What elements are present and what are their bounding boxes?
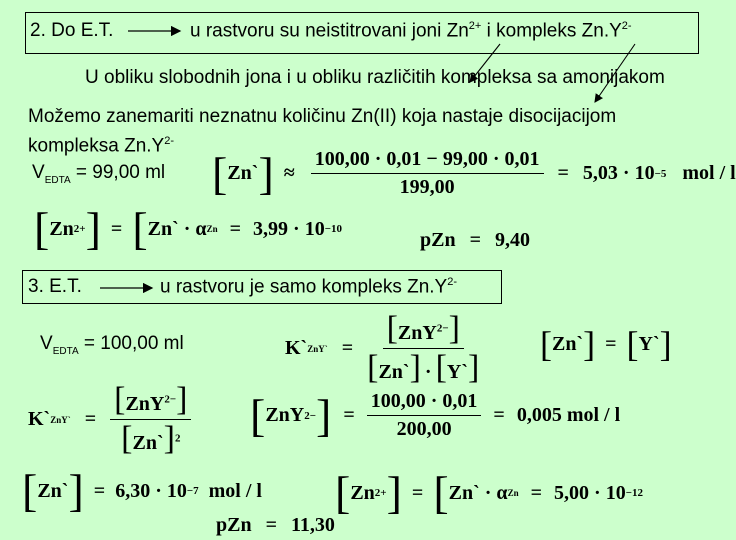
- zn-equals-y-equation: [ Zn` ] = [ Y` ]: [540, 324, 672, 364]
- section2-statement: u rastvoru su neistitrovani joni $Zn^{2+}$ i kompleks $Zn.Y^{2-}$: [190, 20, 632, 42]
- k-prime-definition: K` ZnY` = $\frac{[ZnY^{2-}]}{[Zn`] \cdot [Y`]}$: [285, 310, 480, 386]
- vedta-99: $V_{EDTA} = 99,00$ ml: [32, 162, 166, 186]
- k-prime-squared-form: K` ZnY` = $\frac{[ZnY^{2-}]}{[Zn`]^2}$: [28, 383, 191, 456]
- note-dissociation: Možemo zanemariti neznatnu količinu Zn(II) koja nastaje disocijacijom kompleksa $Zn.Y^{2-}$: [28, 106, 617, 157]
- section2-heading: 2. Do E.T.: [30, 20, 114, 41]
- zn2plus-equation: [ Zn 2+ ] = [ Zn` · α Zn = 3,99 · 10 −10: [34, 203, 342, 254]
- complex-concentration-equation: [ ZnY 2− ] = $\frac{100,00 \cdot 0,01}{200,00}$ = 0,005 mol / l: [250, 389, 621, 441]
- section3-statement: u rastvoru je samo kompleks $Zn.Y^{2-}$: [160, 276, 457, 298]
- arrow-zny-to-note: [595, 44, 635, 102]
- vedta-100: $V_{EDTA} = 100,00$ ml: [40, 333, 184, 357]
- arrow-zn-to-note: [470, 44, 500, 82]
- section3-heading: 3. E.T.: [28, 276, 82, 297]
- note-free-ions: U obliku slobodnih jona i u obliku različitih kompleksa sa amonijakom: [85, 67, 665, 88]
- zn-prime-estimate-equation: [ Zn` ] ≈ $\frac{100,00 \cdot 0,01 - 99,00 \cdot 0,01}{199,00}$ = 5,03 · 10 −5 mol / l: [212, 147, 736, 199]
- zn2plus-result: [ Zn 2+ ] = [ Zn` · α Zn = 5,00 · 10 −12: [335, 467, 643, 518]
- zn-prime-result: [ Zn` ] = 6,30 · 10 −7 mol / l: [22, 465, 262, 516]
- pzn-result-3: pZn = 11,30: [216, 514, 335, 536]
- pzn-result-2: pZn = 9,40: [420, 229, 530, 251]
